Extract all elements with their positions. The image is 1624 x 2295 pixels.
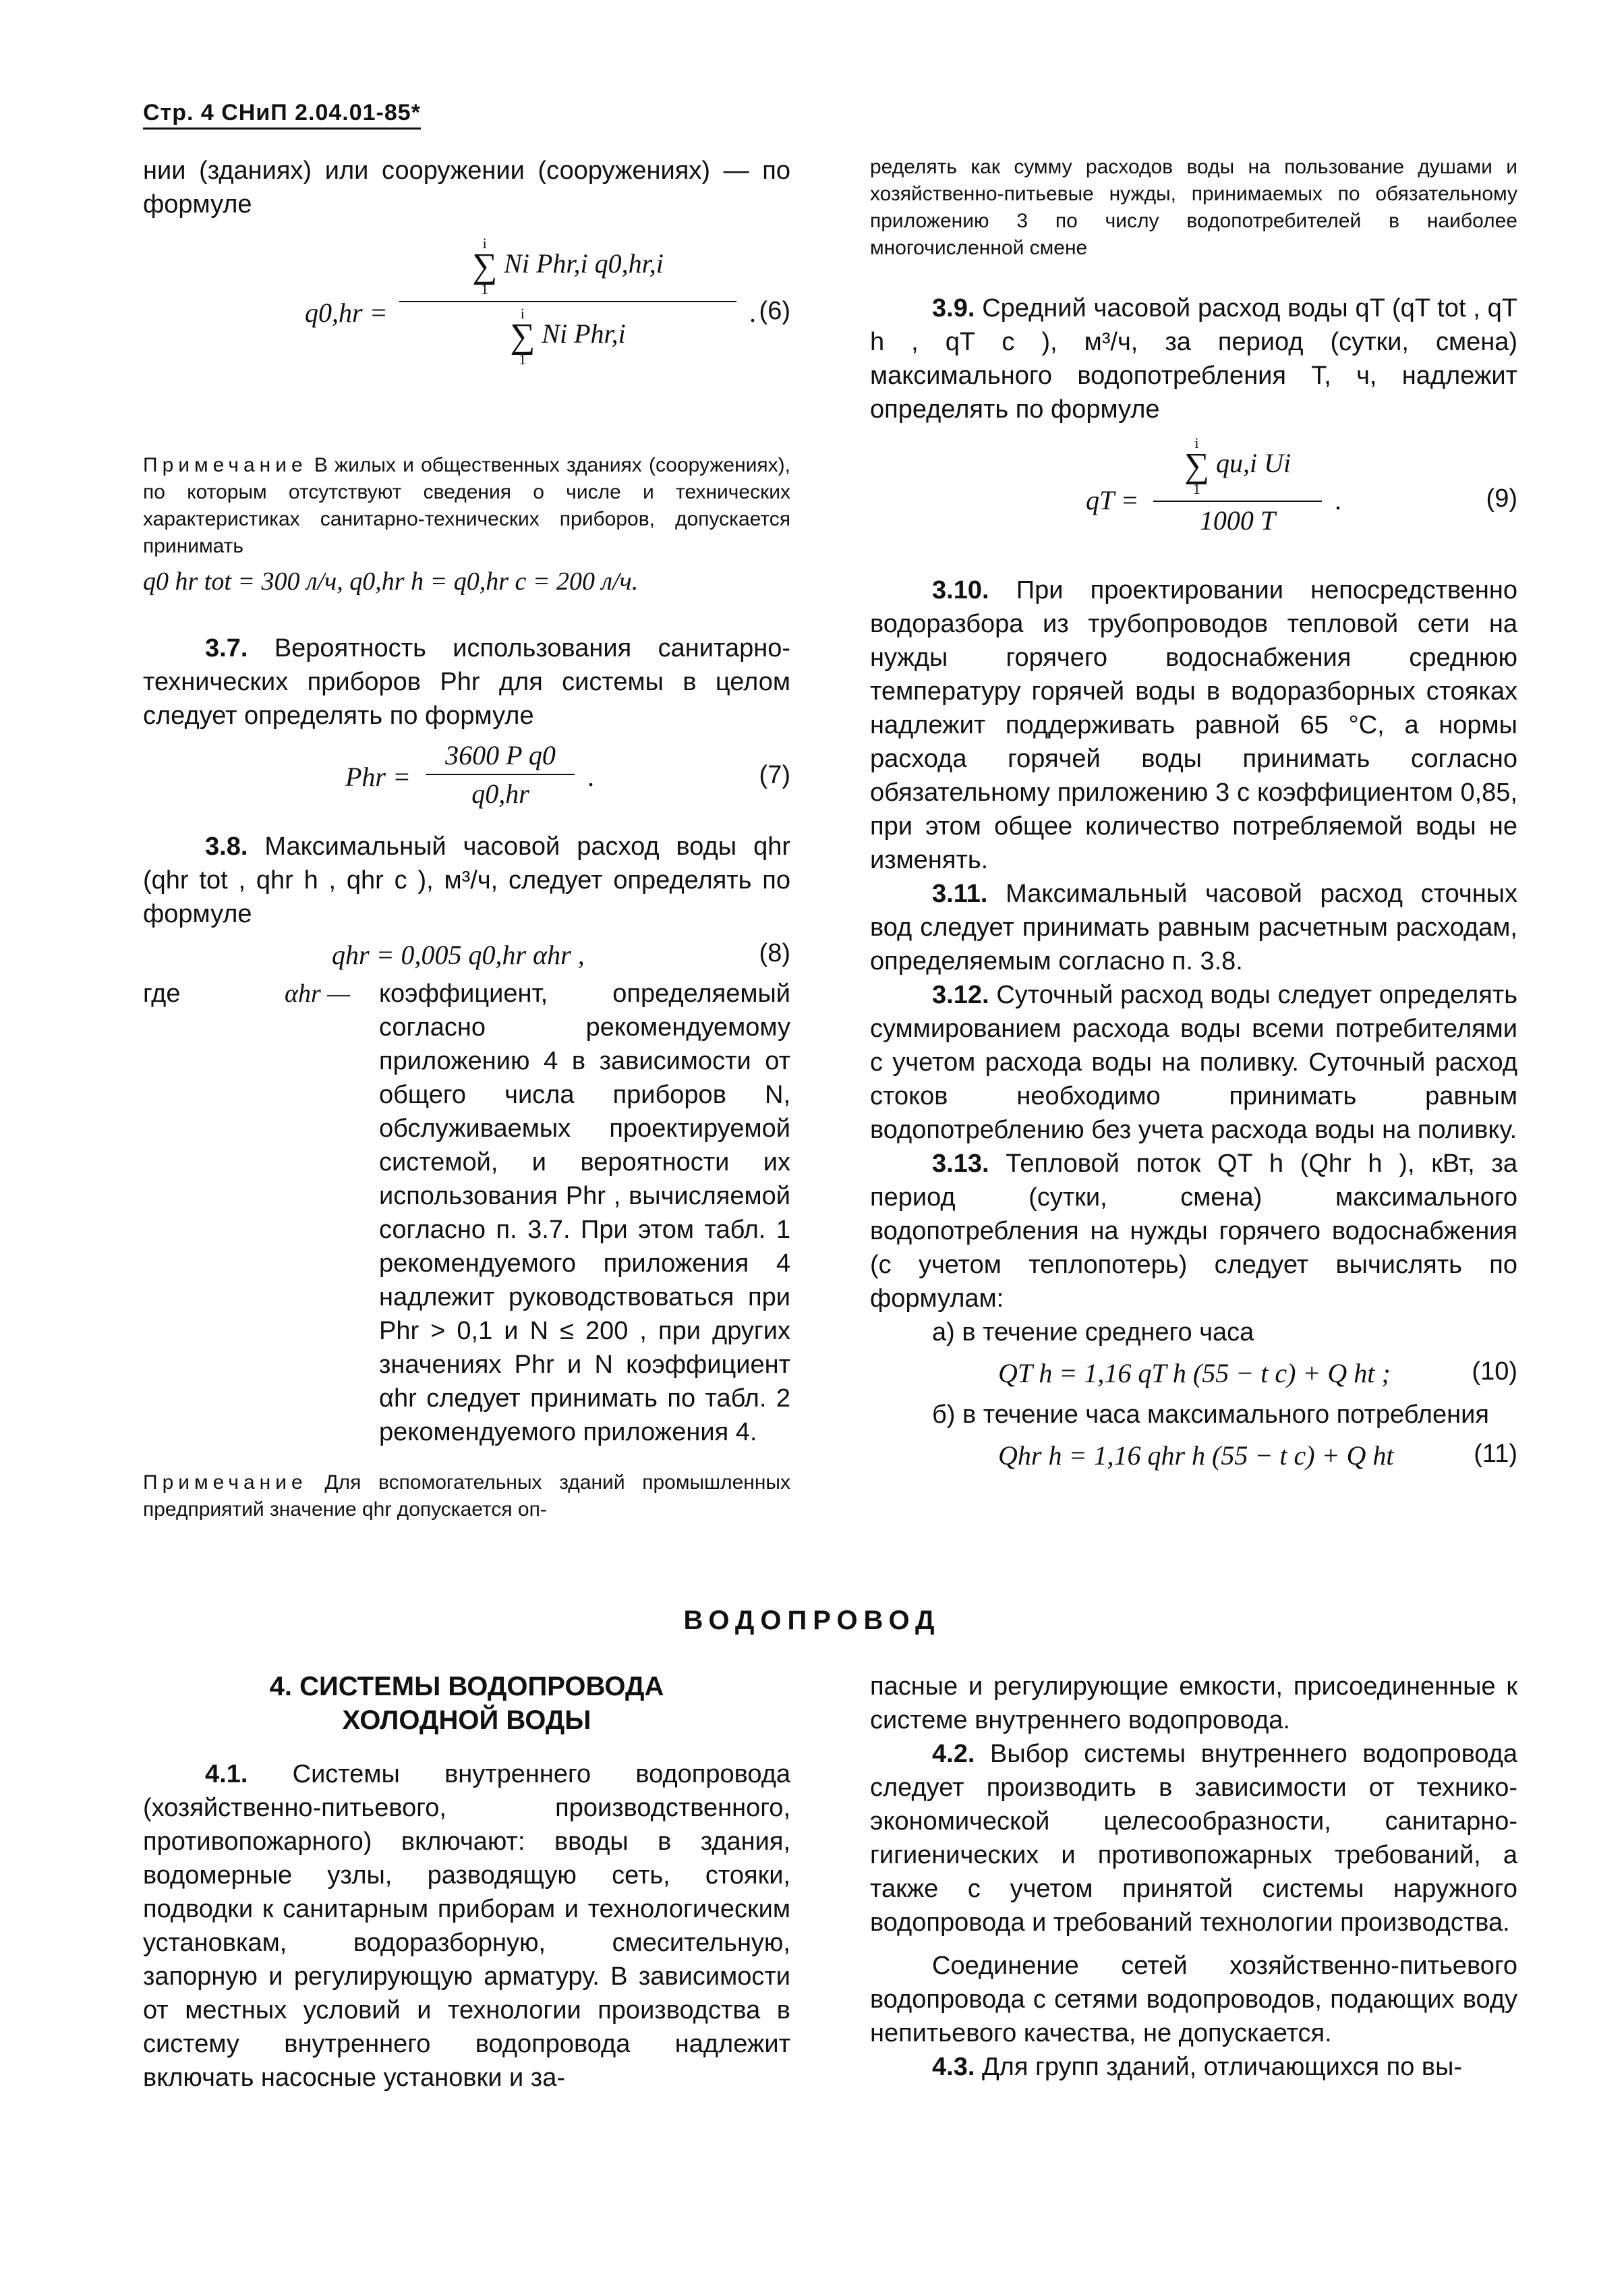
intro-paragraph: нии (зданиях) или сооружении (сооружениях) — по формуле bbox=[143, 157, 790, 219]
formula-9-denominator: 1000 T bbox=[1199, 505, 1276, 536]
paragraph-connection: Соединение сетей хозяйственно-питьевого водопровода с сетями водопроводов, подающих воду непитьевого качества, не допускается. bbox=[870, 1952, 1517, 2047]
section-title: ВОДОПРОВОД bbox=[683, 1606, 941, 1635]
formula-9-number: (9) bbox=[1486, 484, 1517, 513]
page-header: Стр. 4 СНиП 2.04.01-85* bbox=[143, 100, 421, 130]
formula-8-body: qhr = 0,005 q0,hr αhr , bbox=[332, 940, 585, 970]
formula-10 bbox=[870, 1352, 1517, 1398]
paragraph-3-11: 3.11. Максимальный часовой расход сточных вод следует принимать равным расчетным расходам, определяемым согласно п. 3.8. bbox=[870, 880, 1517, 975]
alpha-definition-text: коэффициент, определяемый согласно рекомендуемому приложению 4 в зависимости от общего числа приборов N, обслуживаемых проектируемой системой, и вероятности их использования Phr , вычисляемой согласно п. 3.7. При этом табл. 1 рекомендуемого приложения 4 надлежит руководствоваться при Phr > 0,1 и N ≤ 200 , при других значениях Phr и N коэффициент αhr следует принимать по табл. 2 рекомендуемого приложения 4. bbox=[379, 980, 790, 1446]
note-label: Примечание bbox=[143, 454, 308, 476]
item-a: а) в течение среднего часа bbox=[932, 1318, 1254, 1347]
formula-10-number: (10) bbox=[1472, 1357, 1517, 1386]
formula-9-numerator: qu,i Ui bbox=[1215, 448, 1292, 479]
continued-note: ределять как сумму расходов воды на пользование душами и хозяйственно-питьевые нужды, принимаемых по обязательному приложению 3 по числу водопотребителей в наиболее многочисленной смене bbox=[870, 156, 1517, 259]
right-column-lower bbox=[870, 1670, 1517, 2084]
continued-paragraph: пасные и регулирующие емкости, присоединенные к системе внутреннего водопровода. bbox=[870, 1672, 1517, 1734]
note-2: Примечание Для вспомогательных зданий промышленных предприятий значение qhr допускается оп- bbox=[143, 1471, 790, 1521]
formula-11-number: (11) bbox=[1474, 1440, 1517, 1468]
formula-7-numerator: 3600 P q0 bbox=[426, 739, 575, 775]
formula-11-body: Qhr h = 1,16 qhr h (55 − t c) + Q ht bbox=[998, 1440, 1394, 1471]
formula-9-lhs: qT = bbox=[1086, 485, 1139, 515]
alpha-definition bbox=[143, 977, 790, 1449]
formula-6-denominator: Ni Phr,i bbox=[542, 318, 626, 349]
note-label: Примечание bbox=[143, 1471, 308, 1494]
note-1-formula: q0 hr tot = 300 л/ч, q0,hr h = q0,hr c = 200 л/ч. bbox=[143, 567, 639, 596]
left-column bbox=[143, 154, 790, 1523]
chapter-title-line-1: 4. СИСТЕМЫ ВОДОПРОВОДА bbox=[269, 1672, 664, 1701]
paragraph-3-12: 3.12. Суточный расход воды следует определять суммированием расхода воды всеми потребителями с учетом расхода воды на поливку. Суточный расход стоков необходимо принимать равным водопотреблению без учета расхода воды на поливку. bbox=[870, 981, 1517, 1144]
paragraph-3-10: 3.10. При проектировании непосредственно водоразбора из трубопроводов тепловой сети на нужды горячего водоснабжения среднюю температуру горячей воды в водоразборных стояках надлежит поддерживать равной 65 °С, а нормы расхода горячей воды принимать согласно обязательному приложению 3 с коэффициентом 0,85, при этом общее количество потребляемой воды не изменять. bbox=[870, 576, 1517, 874]
formula-6-numerator: Ni Phr,i q0,hr,i bbox=[504, 248, 664, 279]
note-1: Примечание В жилых и общественных зданиях (сооружениях), по которым отсутствуют сведения о числе и технических характеристиках санитарно-технических приборов, допускается принимать bbox=[143, 454, 790, 557]
paragraph-4-1: 4.1. Системы внутреннего водопровода (хозяйственно-питьевого, производственного, противопожарного) включают: вводы в здания, водомерные узлы, разводящую сеть, стояки, подводки к санитарным приборам и технологическим установкам, водоразборную, смесительную, запорную и регулирующую арматуру. В зависимости от местных условий и технологии производства в систему внутреннего водопровода надлежит включать насосные установки и за- bbox=[143, 1760, 790, 2092]
right-column bbox=[870, 154, 1517, 1480]
paragraph-3-9: 3.9. Средний часовой расход воды qT (qT tot , qT h , qT c ), м³/ч, за период (сутки, смена) максимального водопотребления T, ч, надлежит определять по формуле bbox=[870, 294, 1517, 424]
formula-6-lhs: q0,hr = bbox=[305, 298, 388, 328]
chapter-title-line-2: ХОЛОДНОЙ ВОДЫ bbox=[342, 1705, 591, 1735]
sum-sign: i ∑ 1 bbox=[1184, 434, 1209, 497]
paragraph-3-7: 3.7. Вероятность использования санитарно-технических приборов Phr для системы в целом следует определять по формуле bbox=[143, 634, 790, 730]
paragraph-3-8: 3.8. Максимальный часовой расход воды qhr (qhr tot , qhr h , qhr c ), м³/ч, следует определять по формуле bbox=[143, 832, 790, 928]
formula-7-denominator: q0,hr bbox=[471, 778, 529, 809]
item-b: б) в течение часа максимального потребления bbox=[932, 1400, 1489, 1429]
formula-9-fraction bbox=[1153, 436, 1322, 536]
sum-sign: i ∑ 1 bbox=[472, 235, 498, 298]
where-label: где bbox=[143, 980, 181, 1008]
formula-7-lhs: Phr = bbox=[345, 762, 411, 792]
formula-11 bbox=[870, 1434, 1517, 1480]
formula-8 bbox=[143, 936, 790, 977]
sum-sign: i ∑ 1 bbox=[510, 305, 535, 368]
formula-7: Phr = $\frac{\text{3600 P q0}}{q0,hr}$ . (7) bbox=[345, 740, 790, 809]
paragraph-4-2: 4.2. Выбор системы внутреннего водопровода следует производить в зависимости от технико-экономической целесообразности, санитарно-гигиенических и противопожарных требований, а также с учетом принятой системы наружного водопровода и требований технологии производства. bbox=[870, 1740, 1517, 1937]
formula-6-fraction bbox=[399, 236, 736, 367]
formula-8-number: (8) bbox=[759, 939, 790, 967]
formula-9: qT = i ∑ 1 qu,i Ui 1000 T . (9) bbox=[1086, 434, 1517, 536]
formula-6-number: (6) bbox=[759, 297, 790, 325]
paragraph-3-13: 3.13. Тепловой поток QT h (Qhr h ), кВт, за период (сутки, смена) максимального водопотребления на нужды горячего водоснабжения (с учетом теплопотерь) следует вычислять по формулам: bbox=[870, 1150, 1517, 1313]
alpha-symbol: αhr — bbox=[285, 980, 351, 1008]
formula-7-fraction bbox=[426, 739, 575, 810]
formula-7-number: (7) bbox=[759, 761, 790, 789]
left-column-lower bbox=[143, 1670, 790, 2095]
formula-10-body: QT h = 1,16 qT h (55 − t c) + Q ht ; bbox=[998, 1358, 1391, 1388]
formula-6: q0,hr = i ∑ 1 Ni Phr,i q0,hr,i i ∑ 1 Ni Phr,i . (6) bbox=[305, 235, 790, 368]
paragraph-4-3: 4.3. Для групп зданий, отличающихся по вы- bbox=[932, 2053, 1463, 2081]
